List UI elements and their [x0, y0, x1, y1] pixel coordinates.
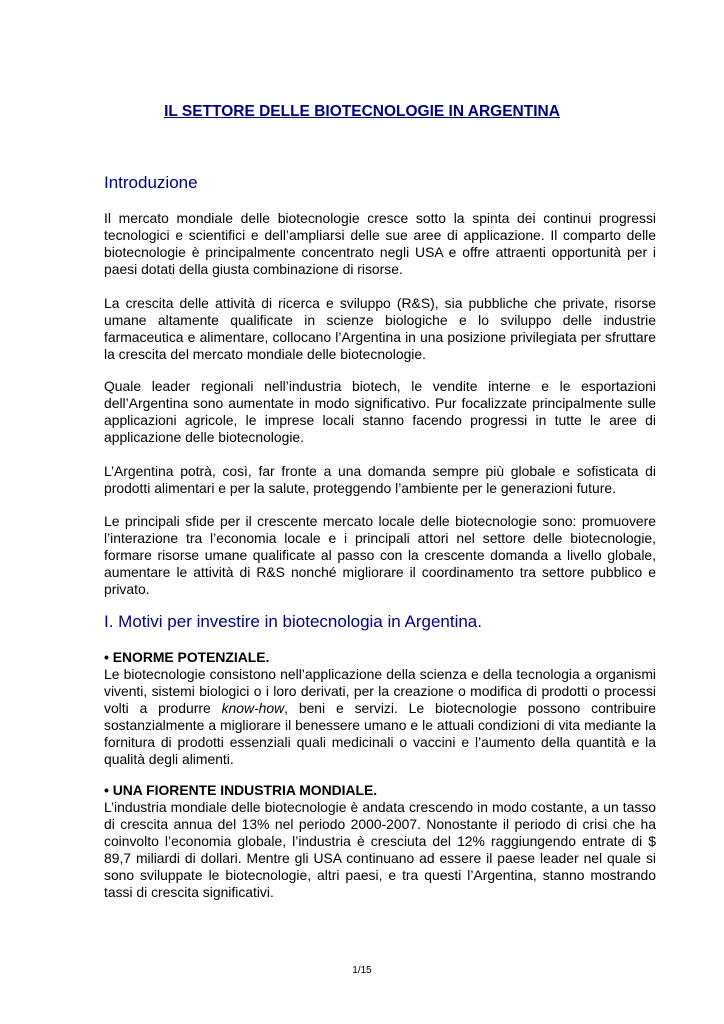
intro-paragraph-2: La crescita delle attività di ricerca e sviluppo (R&S), sia pubbliche che private, risorse umane altamente qualificate in scienze biologiche e lo sviluppo delle industrie farmaceutica e alimentare, collocano l’Argentina in una posizione privilegiata per sfruttare la crescita del mercato mondiale delle biotecnologie. — [104, 295, 656, 362]
section-heading-motivi: I. Motivi per investire in biotecnologia in Argentina. — [104, 612, 482, 631]
intro-paragraph-4: L’Argentina potrà, così, far fronte a una domanda sempre più globale e sofisticata di prodotti alimentari e per la salute, proteggendo l’ambiente per le generazioni future. — [104, 463, 656, 496]
know-how-term: know-how — [221, 700, 285, 716]
section-heading-introduzione: Introduzione — [104, 173, 198, 192]
bullet-heading-enorme-potenziale: • ENORME POTENZIALE. — [104, 649, 270, 665]
intro-paragraph-5: Le principali sfide per il crescente mercato locale delle biotecnologie sono: promuovere l’interazione tra l’economia locale e i principali attori nel settore delle biotecnologie, formare risorse umane qualificate al passo con la crescente domanda a livello globale, aumentare le attività di R&S nonché migliorare il coordinamento tra settore pubblico e privato. — [104, 513, 656, 597]
document-title: IL SETTORE DELLE BIOTECNOLOGIE IN ARGENTINA — [164, 103, 560, 120]
bullet-1-text-start: Le biotecnologie consistono nell’applicazione della scienza e della tecnologia a organismi viventi, sistemi biologici o i loro derivati, per la creazione o modifica di prodotti o processi volti a produrre — [104, 666, 656, 716]
intro-paragraph-3: Quale leader regionali nell’industria biotech, le vendite interne e le esportazioni dell’Argentina sono aumentate in modo significativo. Pur focalizzate principalmente sulle applicazioni agricole, le imprese locali stanno facendo progressi in tutte le aree di applicazione delle biotecnologie. — [104, 378, 656, 445]
bullet-1-text-end: , beni e servizi. Le biotecnologie possono contribuire sostanzialmente a migliorare il benessere umano e le attuali condizioni di vita mediante la fornitura di prodotti essenziali quali medicinali o vaccini e l’aumento della quantità e la qualità degli alimenti. — [104, 700, 656, 767]
bullet-heading-industria-mondiale: • UNA FIORENTE INDUSTRIA MONDIALE. — [104, 782, 378, 798]
page-number: 1/15 — [352, 965, 372, 976]
intro-paragraph-1: Il mercato mondiale delle biotecnologie cresce sotto la spinta dei continui progressi tecnologici e scientifici e dell’ampliarsi delle sue aree di applicazione. Il comparto delle biotecnologie è principalmente concentrato negli USA e offre attraenti opportunità per i paesi dotati della giusta combinazione di risorse. — [104, 210, 656, 277]
bullet-paragraph-enorme-potenziale — [104, 666, 656, 768]
bullet-paragraph-industria-mondiale: L’industria mondiale delle biotecnologie è andata crescendo in modo costante, a un tasso di crescita annua del 13% nel periodo 2000-2007. Nonostante il periodo di crisi che ha coinvolto l’economia globale, l’industria è cresciuta del 12% raggiungendo entrate di $ 89,7 miliardi di dollari. Mentre gli USA continuano ad essere il paese leader nel quale si sono sviluppate le biotecnologie, altri paesi, e tra questi l’Argentina, stanno mostrando tassi di crescita significativi. — [104, 799, 656, 900]
